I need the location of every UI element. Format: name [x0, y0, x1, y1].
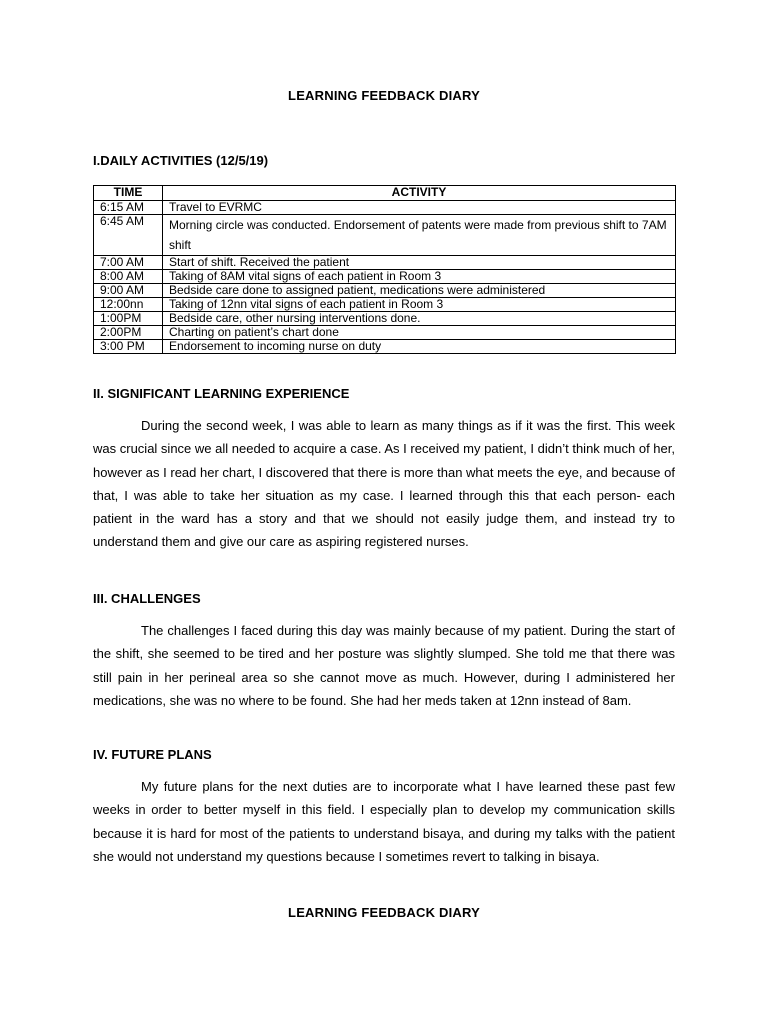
time-cell: 1:00PM — [94, 312, 163, 326]
time-cell: 12:00nn — [94, 298, 163, 312]
significant-learning-heading: II. SIGNIFICANT LEARNING EXPERIENCE — [93, 386, 350, 401]
future-plans-paragraph: My future plans for the next duties are to incorporate what I have learned these past few weeks in order to better myself in this field. I especially plan to develop my communication skills because it is hard for most of the patients to understand bisaya, and during my talks with the patient she would not understand my questions because I sometimes revert to talking in bisaya. — [93, 779, 675, 864]
activity-cell: Taking of 12nn vital signs of each patient in Room 3 — [163, 298, 676, 312]
future-plans-heading: IV. FUTURE PLANS — [93, 747, 212, 762]
activity-cell: Charting on patient’s chart done — [163, 326, 676, 340]
activity-cell: Taking of 8AM vital signs of each patient in Room 3 — [163, 270, 676, 284]
table-row — [94, 312, 676, 326]
time-cell: 9:00 AM — [94, 284, 163, 298]
next-page-title: LEARNING FEEDBACK DIARY — [288, 905, 480, 920]
table-row — [94, 270, 676, 284]
table-row — [94, 215, 676, 256]
table-row — [94, 340, 676, 354]
time-cell: 6:15 AM — [94, 201, 163, 215]
time-cell: 3:00 PM — [94, 340, 163, 354]
time-cell: 8:00 AM — [94, 270, 163, 284]
activity-column-header: ACTIVITY — [163, 186, 676, 201]
table-row — [94, 256, 676, 270]
time-cell: 2:00PM — [94, 326, 163, 340]
table-row — [94, 284, 676, 298]
challenges-paragraph: The challenges I faced during this day was mainly because of my patient. During the start of the shift, she seemed to be tired and her posture was slightly slumped. She told me that there was still pain in her perineal area so she cannot move as much. However, during I administered her medications, she was no where to be found. She had her meds taken at 12nn instead of 8am. — [93, 623, 675, 708]
time-cell: 6:45 AM — [94, 215, 163, 256]
challenges-heading: III. CHALLENGES — [93, 591, 201, 606]
activity-cell: Travel to EVRMC — [163, 201, 676, 215]
activity-cell: Bedside care, other nursing interventions done. — [163, 312, 676, 326]
activity-cell: Morning circle was conducted. Endorsement of patents were made from previous shift to 7AM shift — [163, 215, 676, 256]
activity-cell: Bedside care done to assigned patient, medications were administered — [163, 284, 676, 298]
document-title: LEARNING FEEDBACK DIARY — [288, 88, 480, 103]
table-header-row — [94, 186, 676, 201]
time-cell: 7:00 AM — [94, 256, 163, 270]
activity-cell: Start of shift. Received the patient — [163, 256, 676, 270]
daily-activities-heading: I.DAILY ACTIVITIES (12/5/19) — [93, 153, 269, 168]
table-row — [94, 201, 676, 215]
daily-activities-table — [93, 185, 676, 354]
table-row — [94, 298, 676, 312]
activity-cell: Endorsement to incoming nurse on duty — [163, 340, 676, 354]
table-row — [94, 326, 676, 340]
time-column-header: TIME — [94, 186, 163, 201]
significant-learning-paragraph: During the second week, I was able to learn as many things as if it was the first. This week was crucial since we all needed to acquire a case. As I received my patient, I didn’t think much of her, however as I read her chart, I discovered that there is more than what meets the eye, and because of that, I was able to take her situation as my case. I learned through this that each person- each patient in the ward has a story and that we should not easily judge them, and instead try to understand them and give our care as aspiring registered nurses. — [93, 418, 675, 550]
